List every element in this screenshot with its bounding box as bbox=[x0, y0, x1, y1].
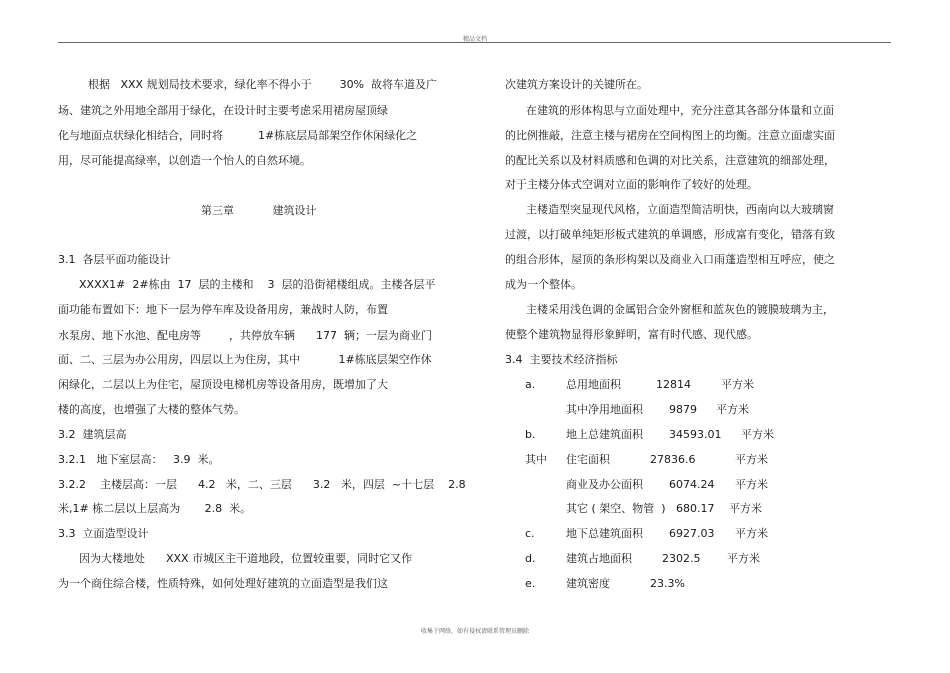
paragraph-line: 闲绿化，二层以上为住宅，屋顶设电梯机房等设备用房，既增加了大 bbox=[58, 378, 388, 391]
indicator-key: a. bbox=[525, 378, 536, 391]
paragraph-line: 主楼采用浅色调的金属铝合金外窗框和蓝灰色的镀膜玻璃为主， bbox=[526, 303, 834, 316]
page-header: 精品文档 bbox=[462, 36, 487, 43]
paragraph-line: 面、二、三层为办公用房，四层以上为住房，其中 1#栋底层架空作休 bbox=[58, 353, 432, 366]
section-heading: 3.3 立面造型设计 bbox=[58, 527, 149, 540]
paragraph-line: 楼的高度，也增强了大楼的整体气势。 bbox=[58, 403, 245, 416]
indicator-value: 12814 bbox=[656, 378, 691, 391]
header-divider bbox=[58, 42, 891, 43]
paragraph-line: 主楼造型突显现代风格，立面造型简洁明快，西南向以大玻璃窗 bbox=[526, 203, 834, 216]
indicator-value: 23.3% bbox=[650, 577, 685, 590]
paragraph-line: 根据 XXX 规划局技术要求，绿化率不得小于 30% 故将车道及广 bbox=[88, 78, 438, 91]
indicator-value: 680.17 bbox=[676, 502, 715, 515]
paragraph-line: 使整个建筑物显得形象鲜明，富有时代感、现代感。 bbox=[505, 328, 758, 341]
indicator-unit: 平方米 bbox=[735, 527, 768, 540]
indicator-key: e. bbox=[525, 577, 536, 590]
paragraph-line: 的配比关系以及材料质感和色调的对比关系，注意建筑的细部处理， bbox=[505, 154, 835, 167]
paragraph-line: 水泵房、地下水池、配电房等 ，共停放车辆 177 辆；一层为商业门 bbox=[58, 329, 432, 342]
indicator-value: 6074.24 bbox=[669, 478, 715, 491]
paragraph-line: 米,1# 栋二层以上层高为 2.8 米。 bbox=[58, 502, 252, 515]
paragraph-line: 因为大楼地处 XXX 市城区主干道地段，位置较重要，同时它又作 bbox=[79, 552, 413, 565]
indicator-unit: 平方米 bbox=[735, 478, 768, 491]
subsection-line: 3.2.2 主楼层高：一层 4.2 米，二、三层 3.2 米，四层 ~十七层 2.8 bbox=[58, 478, 466, 491]
paragraph-line: 化与地面点状绿化相结合，同时将 1#栋底层局部架空作休闲绿化之 bbox=[58, 129, 418, 142]
paragraph-line: 的比例推敲，注意主楼与裙房在空间构图上的均衡。注意立面虚实面 bbox=[505, 129, 835, 142]
paragraph-line: 场、建筑之外用地全部用于绿化，在设计时主要考虑采用裙房屋顶绿 bbox=[58, 104, 388, 117]
indicator-unit: 平方米 bbox=[727, 552, 760, 565]
paragraph-line: 的组合形体，屋顶的条形构架以及商业入口雨蓬造型相互呼应，使之 bbox=[505, 253, 835, 266]
paragraph-line: 用，尽可能提高绿率，以创造一个怡人的自然环境。 bbox=[58, 154, 311, 167]
indicator-value: 6927.03 bbox=[669, 527, 715, 540]
paragraph-line: 对于主楼分体式空调对立面的影响作了较好的处理。 bbox=[505, 178, 758, 191]
indicator-key: c. bbox=[525, 527, 535, 540]
indicator-value: 34593.01 bbox=[669, 428, 722, 441]
indicator-unit: 平方米 bbox=[741, 428, 774, 441]
indicator-unit: 平方米 bbox=[735, 453, 768, 466]
indicator-key: d. bbox=[525, 552, 536, 565]
page-footer: 收集于网络，如有侵权请联系管理员删除 bbox=[420, 628, 529, 635]
indicator-value: 27836.6 bbox=[650, 453, 696, 466]
paragraph-line: 为一个商住综合楼，性质特殊，如何处理好建筑的立面造型是我们这 bbox=[58, 577, 388, 590]
indicator-name: 地下总建筑面积 bbox=[566, 527, 643, 540]
indicator-name: 总用地面积 bbox=[566, 378, 621, 391]
indicator-value: 9879 bbox=[669, 403, 697, 416]
paragraph-line: XXXX1# 2#栋由 17 层的主楼和 3 层的沿街裙楼组成。主楼各层平 bbox=[79, 278, 436, 291]
indicator-unit: 平方米 bbox=[721, 378, 754, 391]
indicator-value: 2302.5 bbox=[662, 552, 701, 565]
section-heading: 3.1 各层平面功能设计 bbox=[58, 253, 171, 266]
paragraph-line: 在建筑的形体构思与立面处理中，充分注意其各部分体量和立面 bbox=[526, 104, 834, 117]
paragraph-line: 过渡，以打破单纯矩形板式建筑的单调感，形成富有变化，错落有致 bbox=[505, 228, 835, 241]
indicator-unit: 平方米 bbox=[716, 403, 749, 416]
indicator-unit: 平方米 bbox=[729, 502, 762, 515]
chapter-heading: 第三章 建筑设计 bbox=[201, 204, 317, 217]
indicator-name: 建筑占地面积 bbox=[566, 552, 632, 565]
indicator-name: 其中净用地面积 bbox=[566, 403, 643, 416]
paragraph-line: 次建筑方案设计的关键所在。 bbox=[505, 78, 648, 91]
subsection-line: 3.2.1 地下室层高： 3.9 米。 bbox=[58, 453, 220, 466]
indicator-name: 住宅面积 bbox=[566, 453, 610, 466]
section-heading: 3.4 主要技术经济指标 bbox=[505, 353, 618, 366]
indicator-key: b. bbox=[525, 428, 536, 441]
paragraph-line: 面功能布置如下：地下一层为停车库及设备用房，兼战时人防，布置 bbox=[58, 303, 388, 316]
indicator-name: 建筑密度 bbox=[566, 577, 610, 590]
indicator-name: 其它 ( 架空、物管 ) bbox=[566, 502, 666, 515]
indicator-key: 其中 bbox=[525, 453, 547, 466]
paragraph-line: 成为一个整体。 bbox=[505, 278, 582, 291]
section-heading: 3.2 建筑层高 bbox=[58, 428, 127, 441]
indicator-name: 地上总建筑面积 bbox=[566, 428, 643, 441]
indicator-name: 商业及办公面积 bbox=[566, 478, 643, 491]
